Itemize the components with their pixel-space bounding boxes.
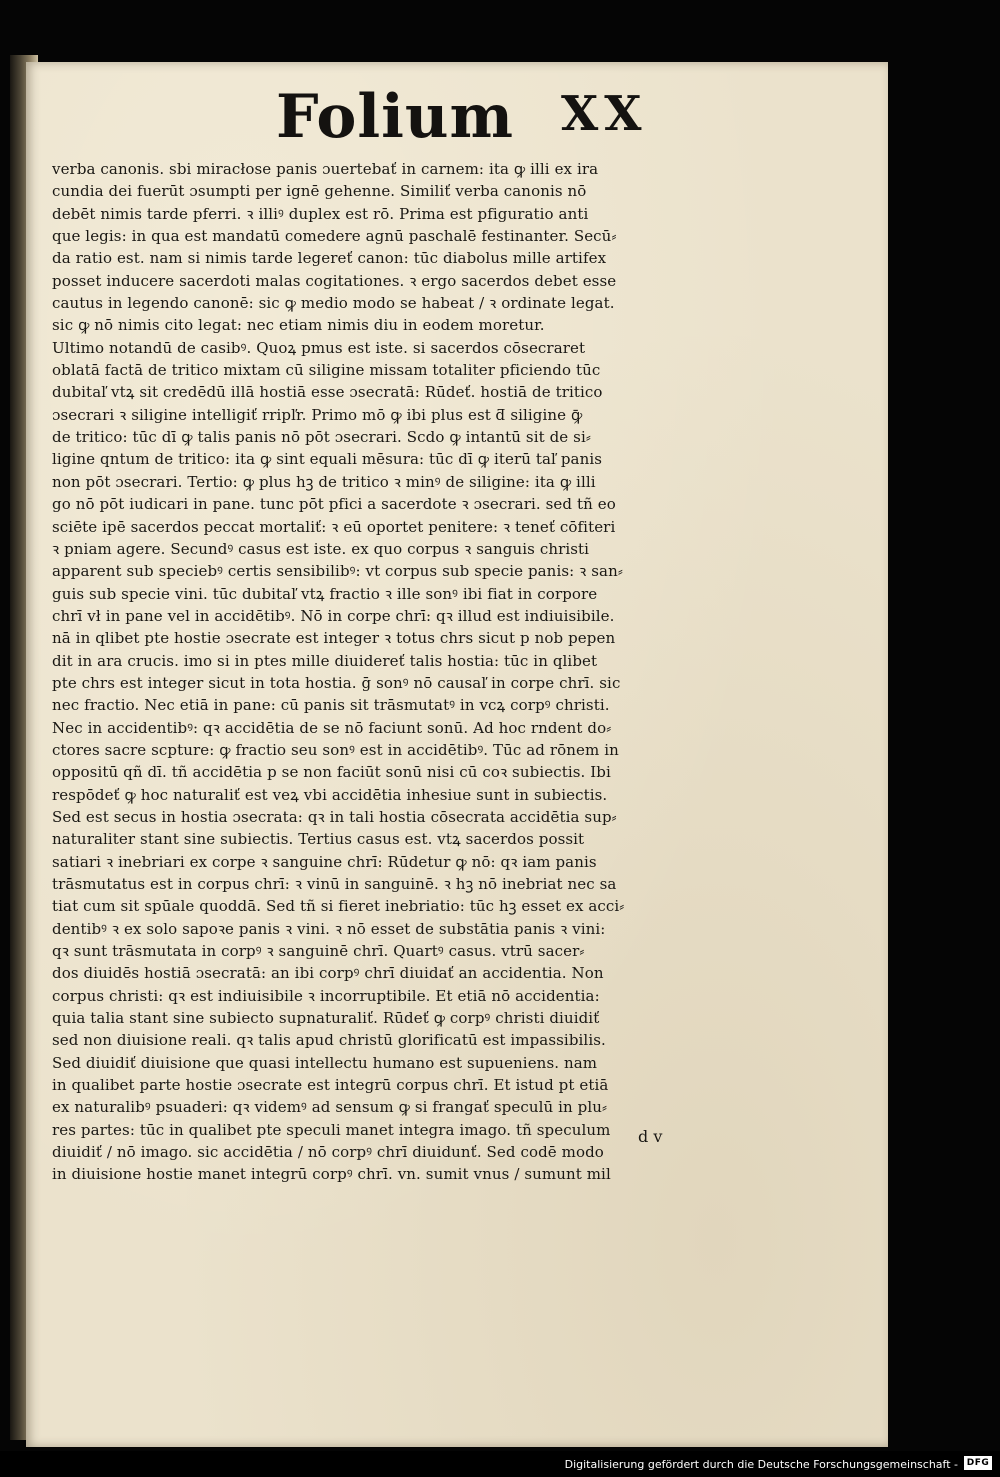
- text-line: go nō pōt iudicari in pane. tunc pōt pfici a sacerdote ꝛ ɔsecrari. sed tñ eo: [52, 495, 616, 514]
- text-line: ligine qntum de tritico: ita ꝙ sint equali mēsura: tūc dī ꝙ iterū taľ panis: [52, 450, 603, 469]
- signature-mark: d v: [638, 1127, 663, 1146]
- text-line: naturaliter stant sine subiectis. Tertius casus est. vtꝝ sacerdos possit: [52, 830, 585, 849]
- folio-number: XX: [561, 86, 648, 142]
- text-line: Sed est secus in hostia ɔsecrata: qꝛ in tali hostia cōsecrata accidētia sup⸗: [52, 807, 617, 826]
- text-line: non pōt ɔsecrari. Tertio: ꝙ plus hꝫ de tritico ꝛ minꝰ de siligine: ita ꝙ illi: [52, 472, 596, 491]
- text-line: Ultimo notandū de casibꝰ. Quoꝝ pmus est iste. si sacerdos cōsecraret: [52, 338, 586, 357]
- text-line: respōdeť ꝙ hoc naturaliť est veꝝ vbi accidētia inhesiue sunt in subiectis.: [52, 785, 608, 804]
- text-line: Nec in accidentibꝰ: qꝛ accidētia de se nō faciunt sonū. Ad hoc rndent do⸗: [52, 718, 612, 737]
- text-line: que legis: in qua est mandatū comedere agnū paschalē festinanter. Secū⸗: [52, 227, 617, 246]
- text-line: ctores sacre scpture: ꝙ fractio seu sonꝰ est in accidētibꝰ. Tūc ad rōnem in: [52, 740, 619, 759]
- text-line: sed non diuisione reali. qꝛ talis apud christū glorificatū est impassibilis.: [52, 1031, 606, 1050]
- text-line: ex naturalibꝰ psuaderi: qꝛ videmꝰ ad sensum ꝙ si frangať speculū in plu⸗: [52, 1098, 608, 1117]
- folio-header: [276, 82, 696, 162]
- text-line: dos diuidēs hostiā ɔsecratā: an ibi corpꝰ chrī diuidať an accidentia. Non: [52, 964, 604, 983]
- text-line: apparent sub speciebꝰ certis sensibilibꝰ: vt corpus sub specie panis: ꝛ san⸗: [52, 562, 623, 581]
- text-line: oblatā factā de tritico mixtam cū siligine missam totaliter pficiendo tūc: [52, 361, 601, 380]
- text-line: sic ꝙ nō nimis cito legat: nec etiam nimis diu in eodem moretur.: [52, 316, 545, 335]
- text-line: guis sub specie vini. tūc dubitaľ vtꝝ fractio ꝛ ille sonꝰ ibi fiat in corpore: [52, 584, 598, 603]
- text-line: ꝛ pniam agere. Secundꝰ casus est iste. ex quo corpus ꝛ sanguis christi: [52, 539, 590, 558]
- text-line: verba canonis. sbi miracłose panis ɔuertebať in carnem: ita ꝙ illi ex ira: [52, 160, 599, 178]
- text-line: dubitaľ vtꝝ sit credēdū illā hostiā esse ɔsecratā: Rūdeť. hostiā de tritico: [52, 383, 603, 402]
- text-line: pte chrs est integer sicut in tota hostia. ḡ sonꝰ nō causaľ in corpe chrī. sic: [52, 673, 621, 692]
- text-line: cautus in legendo canonē: sic ꝙ medio modo se habeat / ꝛ ordinate legat.: [52, 294, 615, 313]
- text-line: res partes: tūc in qualibet pte speculi manet integra imago. tñ speculum: [52, 1120, 611, 1139]
- text-line: satiari ꝛ inebriari ex corpe ꝛ sanguine chrī: Rūdetur ꝙ nō: qꝛ iam panis: [52, 852, 597, 871]
- text-line: diuidiť / nō imago. sic accidētia / nō corpꝰ chrī diuidunť. Sed codē modo: [52, 1143, 604, 1162]
- text-line: Sed diuidiť diuisione que quasi intellectu humano est supueniens. nam: [52, 1053, 598, 1072]
- text-line: quia talia stant sine subiecto supnaturaliť. Rūdeť ꝙ corpꝰ christi diuidiť: [52, 1009, 600, 1028]
- text-line: posset inducere sacerdoti malas cogitationes. ꝛ ergo sacerdos debet esse: [52, 271, 617, 290]
- text-line: cundia dei fuerūt ɔsumpti per ignē gehenne. Similiť verba canonis nō: [52, 182, 587, 201]
- text-line: chrī vł in pane vel in accidētibꝰ. Nō in corpe chrī: qꝛ illud est indiuisibile.: [52, 606, 615, 625]
- text-line: nec fractio. Nec etiā in pane: cū panis sit trāsmutatꝰ in vcꝝ corpꝰ christi.: [52, 696, 610, 715]
- text-line: oppositū qñ dī. tñ accidētia p se non faciūt sonū nisi cū coꝛ subiectis. Ibi: [52, 763, 611, 782]
- text-line: corpus christi: qꝛ est indiuisibile ꝛ incorruptibile. Et etiā nō accidentia:: [52, 986, 600, 1005]
- text-line: da ratio est. nam si nimis tarde legereť canon: tūc diabolus mille artifex: [52, 249, 607, 268]
- text-line: in diuisione hostie manet integrū corpꝰ chrī. vn. sumit vnus / sumunt mil: [52, 1165, 611, 1184]
- text-line: de tritico: tūc dī ꝙ talis panis nō pōt ɔsecrari. Scdo ꝙ intantū sit de si⸗: [52, 428, 591, 447]
- funding-credit: Digitalisierung gefördert durch die Deutsche Forschungsgemeinschaft -: [564, 1458, 958, 1471]
- body-text: [52, 158, 762, 1186]
- text-line: in qualibet parte hostie ɔsecrate est integrū corpus chrī. Et istud pt etiā: [52, 1076, 609, 1095]
- book-page: [26, 62, 888, 1447]
- text-line: dit in ara crucis. imo si in ptes mille diuidereť talis hostia: tūc in qlibet: [52, 651, 598, 670]
- text-line: ɔsecrari ꝛ siligine intelligiť rripľr. Primo mō ꝙ ibi plus est ƌ siligine ꝙ̄: [52, 405, 583, 424]
- folio-title: Folium: [276, 82, 515, 152]
- text-line: debēt nimis tarde pferri. ꝛ illiꝰ duplex est rō. Prima est pfiguratio anti: [52, 204, 589, 223]
- text-line: dentibꝰ ꝛ ex solo sapoꝛe panis ꝛ vini. ꝛ nō esset de substātia panis ꝛ vini:: [52, 919, 606, 938]
- text-line: nā in qlibet pte hostie ɔsecrate est integer ꝛ totus chrs sicut p nob pepen: [52, 629, 616, 648]
- text-line: trāsmutatus est in corpus chrī: ꝛ vinū in sanguinē. ꝛ hꝫ nō inebriat nec sa: [52, 875, 617, 893]
- dfg-logo: DFG: [964, 1456, 992, 1470]
- text-line: qꝛ sunt trāsmutata in corpꝰ ꝛ sanguinē chrī. Quartꝰ casus. vtrū sacer⸗: [52, 942, 585, 961]
- text-line: tiat cum sit spūale quoddā. Sed tñ si fieret inebriatio: tūc hꝫ esset ex acci⸗: [52, 897, 625, 916]
- text-line: sciēte ipē sacerdos peccat mortaliť: ꝛ eū oportet penitere: ꝛ teneť cōfiteri: [52, 517, 616, 536]
- footer-bar: [0, 1451, 1000, 1477]
